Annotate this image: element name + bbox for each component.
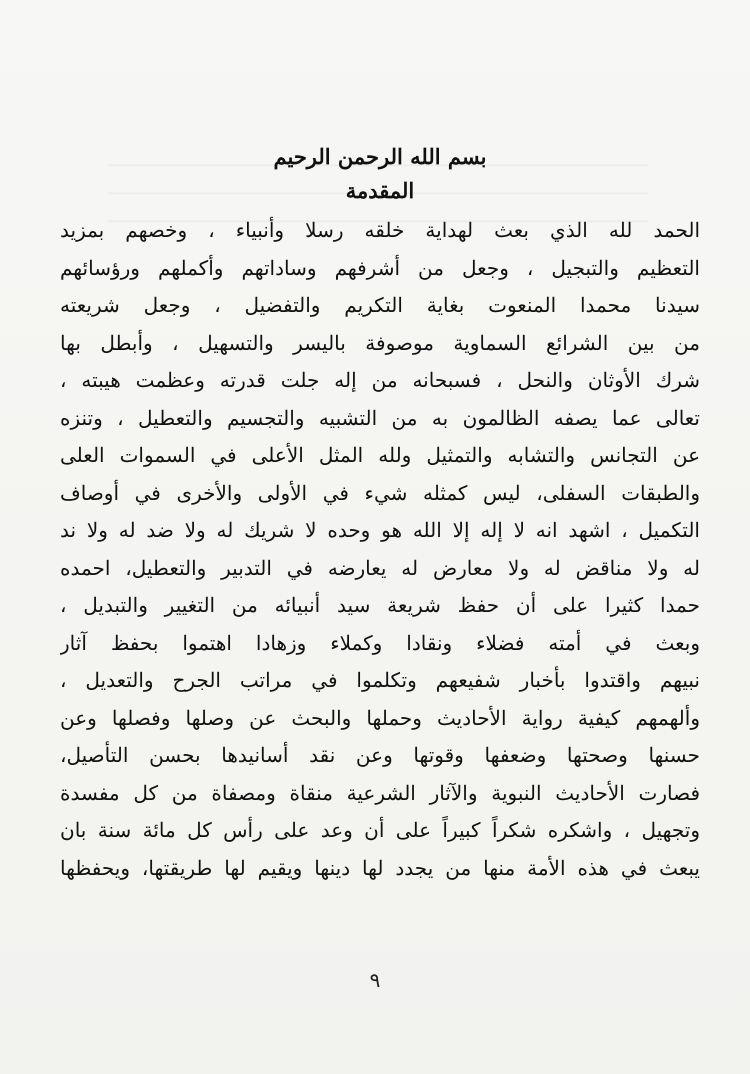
text-line: عن التجانس والتشابه والتمثيل ولله المثل الأعلى في السموات العلى bbox=[60, 443, 700, 467]
text-line: سيدنا محمدا المنعوت بغاية التكريم والتفضيل ، وجعل شريعته bbox=[60, 293, 700, 317]
text-line: حمدا كثيرا على أن حفظ شريعة سيد أنبيائه من التغيير والتبديل ، bbox=[60, 593, 700, 617]
text-line: وألهمهم كيفية رواية الأحاديث وحملها والبحث عن وصلها وفصلها وعن bbox=[60, 705, 700, 730]
text-line: شرك الأوثان والنحل ، فسبحانه من إله جلت قدرته وعظمت هيبته ، bbox=[60, 368, 700, 392]
page-content bbox=[60, 140, 700, 887]
text-line: تعالى عما يصفه الظالمون به من التشبيه والتجسيم والتعطيل ، وتنزه bbox=[60, 405, 700, 430]
text-line: التعظيم والتبجيل ، وجعل من أشرفهم وساداتهم وأكملهم ورؤسائهم bbox=[60, 255, 700, 280]
text-line: الحمد لله الذي بعث لهداية خلقه رسلا وأنبياء ، وخصهم بمزيد bbox=[60, 218, 700, 242]
section-heading: المقدمة bbox=[345, 178, 415, 203]
page-number: ٩ bbox=[369, 968, 381, 992]
text-line: حسنها وصحتها وضعفها وقوتها وعن نقد أسانيدها بحسن التأصيل، bbox=[60, 743, 700, 767]
text-line: والطبقات السفلى، ليس كمثله شيء في الأولى والأخرى في أوصاف bbox=[60, 480, 700, 505]
text-line: وتجهيل ، واشكره شكراً كبيراً على أن وعد على رأس كل مائة سنة بان bbox=[60, 818, 700, 842]
text-line: فصارت الأحاديث النبوية والآثار الشرعية منقاة ومصفاة من كل مفسدة bbox=[60, 780, 700, 805]
text-line: نبيهم واقتدوا بأخبار شفيعهم وتكلموا في مراتب الجرح والتعديل ، bbox=[60, 668, 700, 692]
text-line: يبعث في هذه الأمة منها من يجدد لها دينها ويقيم لها طريقتها، ويحفظها bbox=[60, 855, 700, 880]
text-line: التكميل ، اشهد انه لا إله إلا الله هو وحده لا شريك له ولا ضد له ولا ند bbox=[60, 518, 700, 542]
text-line: له ولا مناقض له ولا معارض له يعارضه في التدبير والتعطيل، احمده bbox=[60, 555, 700, 580]
body-text bbox=[60, 212, 700, 887]
text-line: من بين الشرائع السماوية موصوفة باليسر والتسهيل ، وأبطل بها bbox=[60, 330, 700, 355]
basmala: بسم الله الرحمن الرحيم bbox=[273, 144, 487, 169]
text-line: وبعث في أمته فضلاء ونقادا وكملاء وزهادا اهتموا بحفظ آثار bbox=[60, 630, 700, 655]
